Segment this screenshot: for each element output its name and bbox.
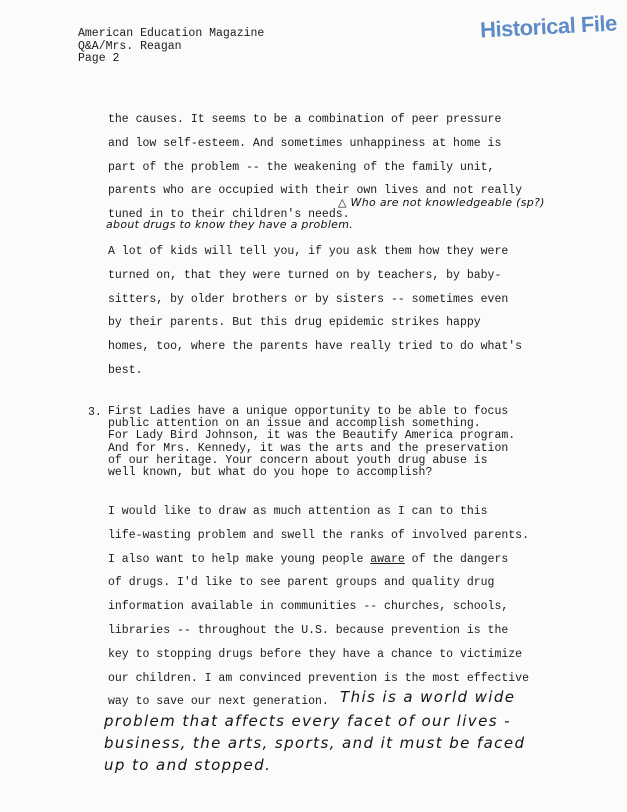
text-line: way to save our next generation. <box>108 695 329 709</box>
text-fragment: of the dangers <box>404 552 509 566</box>
text-line: I would like to draw as much attention as I can to this <box>108 505 488 518</box>
text-line <box>108 548 529 572</box>
text-line: parents who are occupied with their own lives and not really <box>108 184 523 198</box>
text-line: our children. I am convinced prevention is the most effective <box>108 671 529 685</box>
text-line: turned on, that they were turned on by teachers, by baby- <box>108 268 502 282</box>
text-line: by their parents. But this drug epidemic strikes happy <box>108 316 481 330</box>
page-header <box>78 28 264 66</box>
handwritten-addition-block <box>104 710 525 776</box>
handwritten-insertion: △ Who are not knowledgeable (sp?) <box>338 196 545 209</box>
handwritten-line: problem that affects every facet of our lives - <box>104 712 511 730</box>
question-line: And for Mrs. Kennedy, it was the arts and the preservation <box>108 441 509 455</box>
question-line: of our heritage. Your concern about youth drug abuse is <box>108 453 488 467</box>
text-line: and low self-esteem. And sometimes unhappiness at home is <box>108 136 502 150</box>
answer2-paragraph-2 <box>108 240 522 383</box>
underlined-word: aware <box>370 552 405 566</box>
question-line: public attention on an issue and accomplish something. <box>108 417 481 431</box>
question3-block <box>108 406 515 479</box>
header-page-number: Page 2 <box>78 52 120 65</box>
text-line: the causes. It seems to be a combination of peer pressure <box>108 113 502 126</box>
header-subject: Q&A/Mrs. Reagan <box>78 39 182 53</box>
handwritten-insertion-continued: about drugs to know they have a problem. <box>106 218 354 231</box>
answer3-block <box>108 500 529 714</box>
text-line: life-wasting problem and swell the ranks of involved parents. <box>108 528 529 542</box>
handwritten-line: business, the arts, sports, and it must be faced <box>104 734 526 752</box>
handwritten-line: up to and stopped. <box>104 756 272 774</box>
handwritten-addition: This is a world wide <box>340 688 516 706</box>
question-line: For Lady Bird Johnson, it was the Beautify America program. <box>108 429 516 443</box>
answer2-block <box>108 108 522 227</box>
header-publication: American Education Magazine <box>78 27 265 40</box>
text-line: of drugs. I'd like to see parent groups and quality drug <box>108 576 495 590</box>
text-line: key to stopping drugs before they have a chance to victimize <box>108 647 523 661</box>
text-line: information available in communities -- churches, schools, <box>108 600 509 614</box>
text-line: libraries -- throughout the U.S. because prevention is the <box>108 623 509 637</box>
text-line: homes, too, where the parents have really tried to do what's <box>108 340 523 354</box>
text-line: sitters, by older brothers or by sisters -- sometimes even <box>108 292 509 306</box>
question-line: First Ladies have a unique opportunity to be able to focus <box>108 405 509 418</box>
text-line: best. <box>108 363 143 377</box>
question-line: well known, but what do you hope to accomplish? <box>108 466 433 480</box>
question-number: 3. <box>88 406 102 419</box>
historical-file-stamp: Historical File <box>479 10 618 43</box>
text-line: part of the problem -- the weakening of the family unit, <box>108 160 495 174</box>
text-line: tuned in to their children's needs. <box>108 208 350 222</box>
text-line: A lot of kids will tell you, if you ask them how they were <box>108 245 509 258</box>
text-fragment: I also want to help make young people <box>108 552 371 566</box>
